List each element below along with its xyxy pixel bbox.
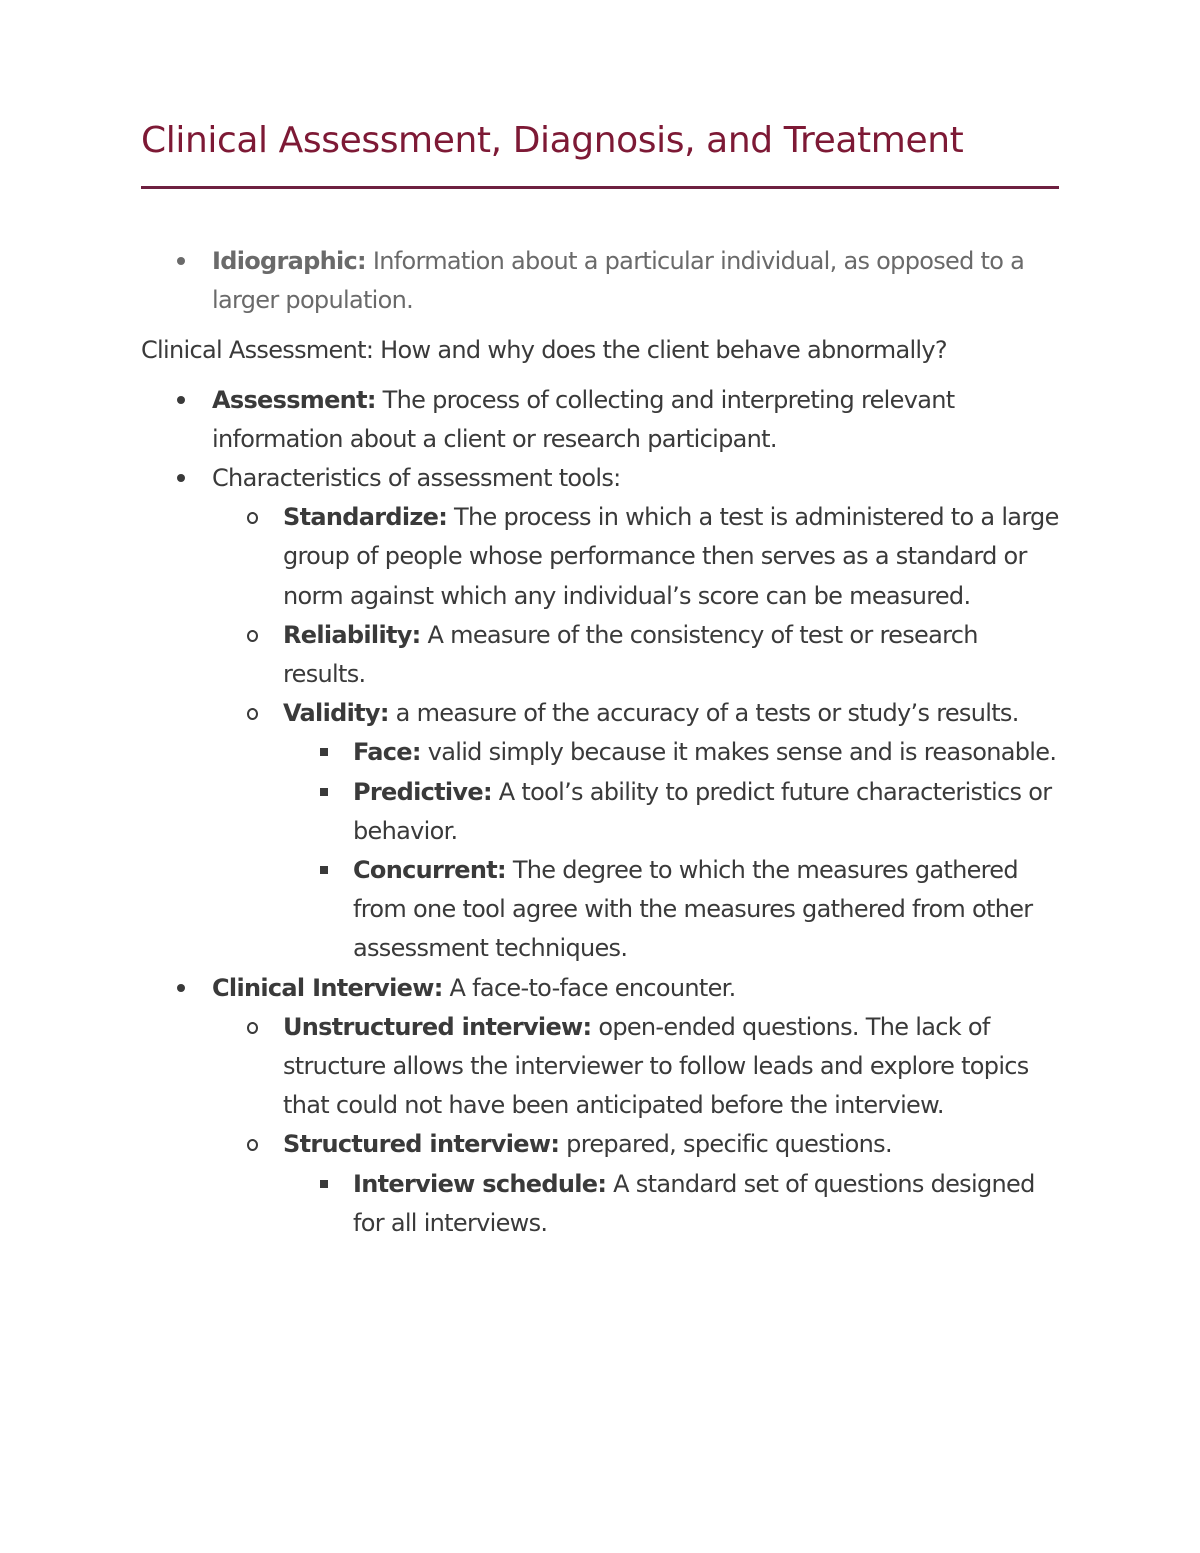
assessment-list (141, 381, 1059, 1243)
list-item-standardize (141, 498, 1059, 616)
list-item-idiographic (141, 242, 1059, 320)
list-item-concurrent (141, 851, 1059, 969)
list-item-structured-interview (141, 1125, 1059, 1164)
bullet-circle-icon (247, 1022, 258, 1034)
term-validity: Validity: (283, 699, 389, 728)
definition-validity: a measure of the accuracy of a tests or study’s results. (388, 699, 1019, 728)
list-item-assessment (141, 381, 1059, 459)
list-item-characteristics (141, 459, 1059, 498)
bullet-square-icon (320, 866, 328, 874)
term-predictive: Predictive: (353, 777, 492, 806)
definition-structured-interview: prepared, specific questions. (559, 1130, 892, 1159)
list-item-validity (141, 694, 1059, 733)
characteristics-text: Characteristics of assessment tools: (212, 464, 621, 493)
bullet-dot-icon (177, 474, 185, 482)
bullet-dot-icon (177, 396, 185, 404)
term-assessment: Assessment: (212, 385, 376, 414)
list-item-clinical-interview (141, 969, 1059, 1008)
bullet-dot-icon (177, 984, 185, 992)
definition-standardize: The process in which a test is administered to a large group of people whose performance then serves as a standard or norm against which any individual’s score can be measured. (283, 503, 1059, 610)
definition-face: valid simply because it makes sense and is reasonable. (420, 738, 1057, 767)
term-unstructured-interview: Unstructured interview: (283, 1012, 592, 1041)
term-clinical-interview: Clinical Interview: (212, 973, 443, 1002)
section-heading-clinical-assessment: Clinical Assessment: How and why does the client behave abnormally? (141, 336, 947, 365)
definition-assessment: The process of collecting and interpreting relevant information about a client or research participant. (212, 385, 955, 453)
definition-reliability: A measure of the consistency of test or research results. (283, 620, 978, 689)
list-item-unstructured-interview (141, 1008, 1059, 1126)
list-item-interview-schedule (141, 1165, 1059, 1243)
intro-list (141, 242, 1059, 320)
bullet-circle-icon (247, 630, 258, 642)
document-title: Clinical Assessment, Diagnosis, and Treatment (141, 120, 964, 161)
list-item-predictive (141, 773, 1059, 851)
term-standardize: Standardize: (283, 503, 448, 532)
definition-predictive: A tool’s ability to predict future characteristics or behavior. (353, 777, 1052, 845)
definition-interview-schedule: A standard set of questions designed for all interviews. (353, 1169, 1035, 1237)
list-item-face (141, 733, 1059, 772)
bullet-circle-icon (247, 512, 258, 524)
definition-unstructured-interview: open-ended questions. The lack of structure allows the interviewer to follow leads and explore topics that could not have been anticipated before the interview. (283, 1012, 1029, 1120)
title-underline-rule (141, 186, 1059, 189)
bullet-square-icon (320, 748, 328, 756)
bullet-square-icon (320, 1180, 328, 1188)
bullet-square-icon (320, 788, 328, 796)
bullet-circle-icon (247, 1139, 258, 1151)
term-idiographic: Idiographic: (212, 247, 366, 275)
bullet-dot-icon (177, 257, 185, 265)
definition-idiographic: Information about a particular individual, as opposed to a larger population. (212, 247, 1025, 315)
bullet-circle-icon (247, 708, 258, 720)
list-item-reliability (141, 616, 1059, 694)
term-structured-interview: Structured interview: (283, 1130, 560, 1159)
definition-concurrent: The degree to which the measures gathered from one tool agree with the measures gathered from other assessment techniques. (353, 856, 1033, 963)
definition-clinical-interview: A face-to-face encounter. (442, 973, 736, 1002)
document-body (141, 242, 1059, 1243)
term-concurrent: Concurrent: (353, 856, 506, 885)
term-reliability: Reliability: (283, 620, 421, 649)
term-face: Face: (353, 738, 421, 767)
term-interview-schedule: Interview schedule: (353, 1169, 607, 1198)
